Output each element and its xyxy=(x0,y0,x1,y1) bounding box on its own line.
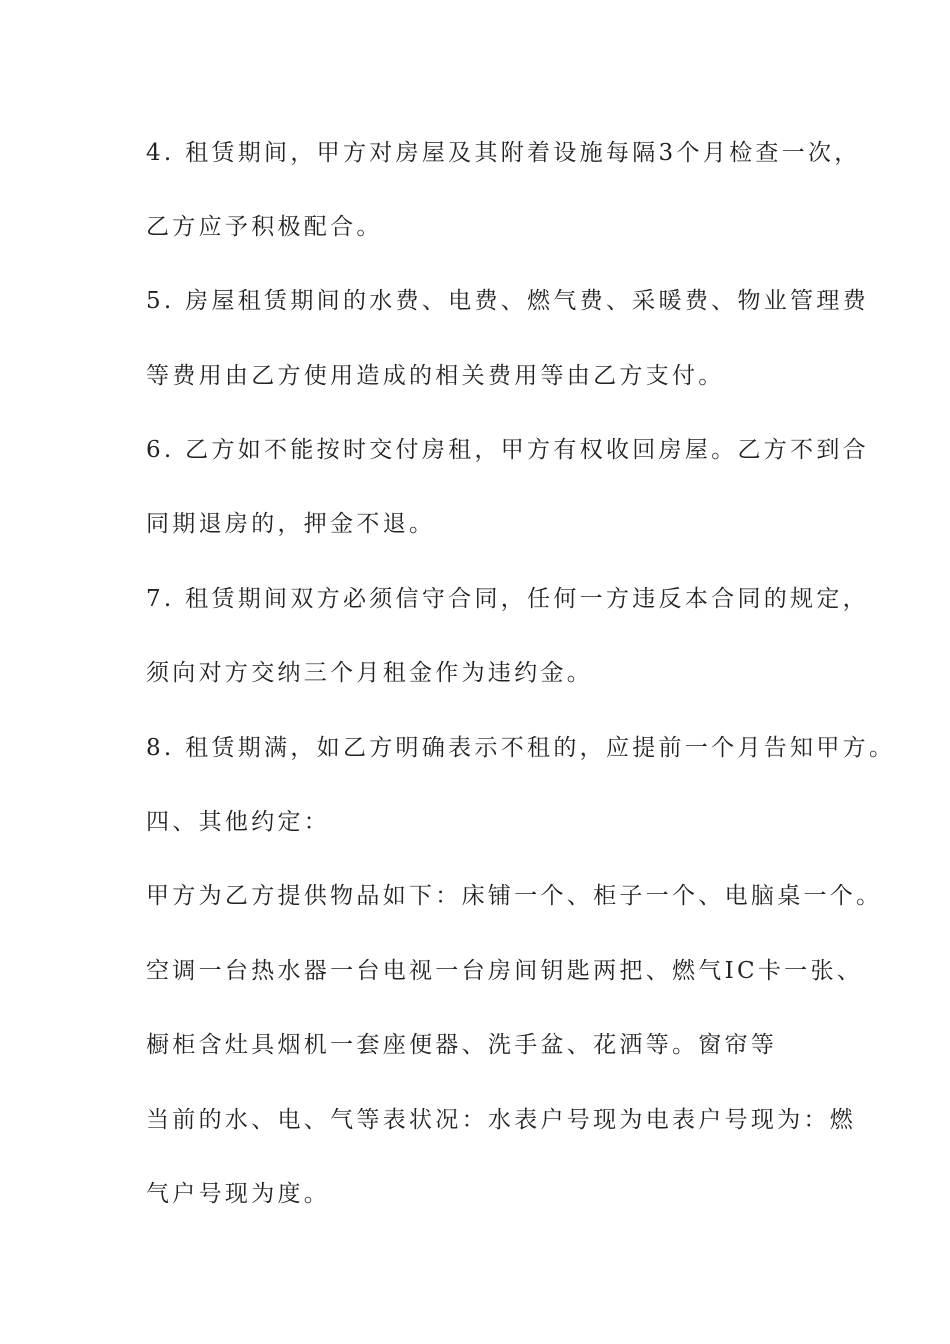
provided-items-line-1: 甲方为乙方提供物品如下：床铺一个、柜子一个、电脑桌一个。 xyxy=(146,883,883,909)
clause-8-line-1: 8. 租赁期满，如乙方明确表示不租的，应提前一个月告知甲方。 xyxy=(146,735,896,761)
section-4-heading: 四、其他约定： xyxy=(146,809,331,835)
clause-7-line-1: 7. 租赁期间双方必须信守合同，任何一方违反本合同的规定， xyxy=(146,586,869,612)
meter-status-line-1: 当前的水、电、气等表状况：水表户号现为电表户号现为：燃 xyxy=(146,1107,857,1133)
clause-5-line-1: 5. 房屋租赁期间的水费、电费、燃气费、采暖费、物业管理费 xyxy=(146,288,869,314)
clause-7-line-2: 须向对方交纳三个月租金作为违约金。 xyxy=(146,660,594,686)
provided-items-line-3: 橱柜含灶具烟机一套座便器、洗手盆、花洒等。窗帘等 xyxy=(146,1032,778,1058)
clause-4-line-2: 乙方应予积极配合。 xyxy=(146,214,383,240)
provided-items-line-2: 空调一台热水器一台电视一台房间钥匙两把、燃气IC卡一张、 xyxy=(146,958,864,984)
clause-4-line-1: 4. 租赁期间，甲方对房屋及其附着设施每隔3个月检查一次， xyxy=(146,140,861,166)
clause-6-line-1: 6. 乙方如不能按时交付房租，甲方有权收回房屋。乙方不到合 xyxy=(146,437,869,463)
meter-status-line-2: 气户号现为度。 xyxy=(146,1181,331,1207)
clause-6-line-2: 同期退房的，押金不退。 xyxy=(146,511,436,537)
clause-5-line-2: 等费用由乙方使用造成的相关费用等由乙方支付。 xyxy=(146,363,725,389)
